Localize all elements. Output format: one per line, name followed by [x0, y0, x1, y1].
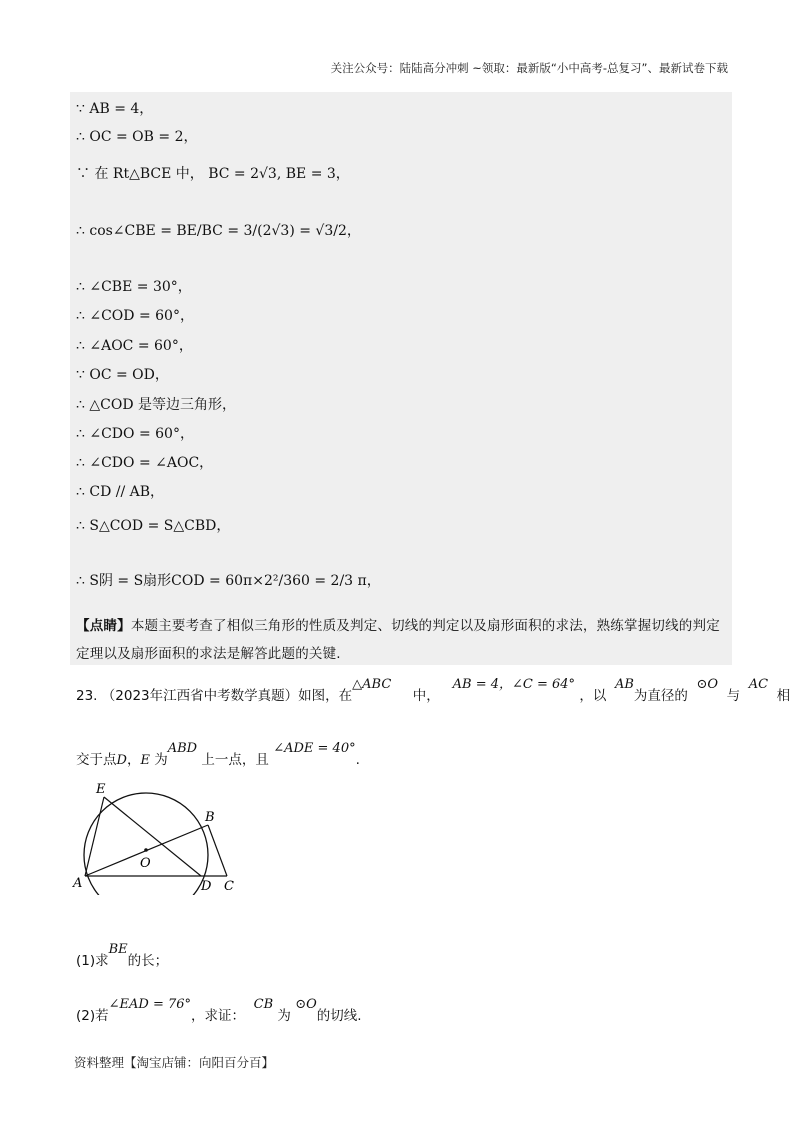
- dianjing-text: 本题主要考查了相似三角形的性质及判定、切线的判定以及扇形面积的求法，熟练掌握切线的判定定理以及扇形面积的求法是解答此题的关键.: [76, 618, 720, 662]
- stem-text: ，以: [579, 688, 607, 704]
- step-4: ∴ cos∠CBE = BE/BC = 3/(2√3) = √3/2，: [76, 223, 361, 239]
- geometry-figure: [70, 775, 250, 895]
- stem-text: 与: [726, 688, 741, 704]
- center-o-dot: [144, 848, 148, 852]
- step-10: ∴ ∠CDO = 60°，: [76, 426, 194, 442]
- dianjing-note: [76, 612, 726, 668]
- step-12: ∴ CD // AB，: [76, 484, 165, 500]
- point-d: D: [116, 753, 127, 768]
- stem-text: 相: [776, 688, 791, 704]
- header-note: 关注公众号：陆陆高分冲刺 ~领取：最新版“小中高考-总复习”、最新试卷下载: [330, 61, 728, 75]
- sub1-tail: 的长；: [127, 953, 169, 969]
- step-2: ∴ OC = OB = 2，: [76, 129, 198, 145]
- angle-ead: ∠EAD = 76°: [108, 997, 192, 1012]
- step-9: ∴ △COD 是等边三角形，: [76, 397, 236, 413]
- sub2-label: (2)若: [76, 1008, 109, 1024]
- arc-be: BE: [108, 942, 128, 957]
- question-line-2: [76, 741, 360, 768]
- sub1-label: (1)求: [76, 953, 109, 969]
- footer-text: 资料整理【淘宝店铺：向阳百分百】: [74, 1055, 275, 1070]
- question-number: 23.: [76, 688, 98, 704]
- segment-ac: AC: [748, 677, 769, 692]
- step-1: ∵ AB = 4，: [76, 101, 154, 117]
- sub2-mid: ，求证：: [191, 1008, 246, 1024]
- angle-ade: ∠ADE = 40°: [273, 741, 356, 756]
- triangle-abc: △ABC: [352, 677, 392, 692]
- sub-question-2: [76, 997, 362, 1024]
- label-o: O: [140, 856, 151, 871]
- step-5: ∴ ∠CBE = 30°，: [76, 279, 192, 295]
- stem-text: ，: [126, 752, 141, 768]
- sub-question-1: [76, 942, 169, 969]
- question-line-1: [76, 677, 791, 704]
- sub2-tail: 的切线.: [316, 1008, 362, 1024]
- circle-o-2: ⊙O: [295, 997, 317, 1012]
- segment-ab: AB: [614, 677, 634, 692]
- question-source: （2023年江西省中考数学真题）: [101, 688, 299, 704]
- stem-text: 为: [154, 752, 168, 768]
- stem-text: 中，: [412, 688, 440, 704]
- sub2-wei: 为: [277, 1008, 291, 1024]
- step-11: ∴ ∠CDO = ∠AOC，: [76, 455, 214, 471]
- label-a: A: [73, 876, 83, 891]
- step-3: ∵ 在 Rt△BCE 中， BC = 2√3, BE = 3，: [76, 166, 350, 182]
- step-7: ∴ ∠AOC = 60°，: [76, 338, 193, 354]
- label-e: E: [96, 782, 106, 797]
- stem-text: .: [355, 752, 360, 768]
- stem-text: 交于点: [76, 752, 117, 768]
- stem-text: 上一点，且: [201, 752, 269, 768]
- step-6: ∴ ∠COD = 60°，: [76, 308, 194, 324]
- dianjing-label: 【点睛】: [76, 618, 131, 634]
- stem-text: 如图，在: [298, 688, 353, 704]
- label-d: D: [201, 879, 212, 894]
- segment-bc-line: [208, 825, 227, 876]
- segment-cb: CB: [253, 997, 274, 1012]
- label-c: C: [224, 879, 234, 894]
- given-ab-angle: AB = 4，∠C = 64°: [452, 677, 576, 692]
- stem-text: 为直径的: [633, 688, 688, 704]
- step-8: ∵ OC = OD，: [76, 367, 169, 383]
- step-14: ∴ S阴 = S扇形COD = 60π×2²/360 = 2/3 π，: [76, 573, 381, 589]
- circle-o-shape: [84, 793, 208, 895]
- circle-o: ⊙O: [696, 677, 719, 692]
- point-e: E: [140, 753, 150, 768]
- segment-ae-line: [85, 797, 104, 876]
- arc-abd: ABD: [167, 741, 198, 756]
- label-b: B: [205, 810, 215, 825]
- step-13: ∴ S△COD = S△CBD，: [76, 518, 231, 534]
